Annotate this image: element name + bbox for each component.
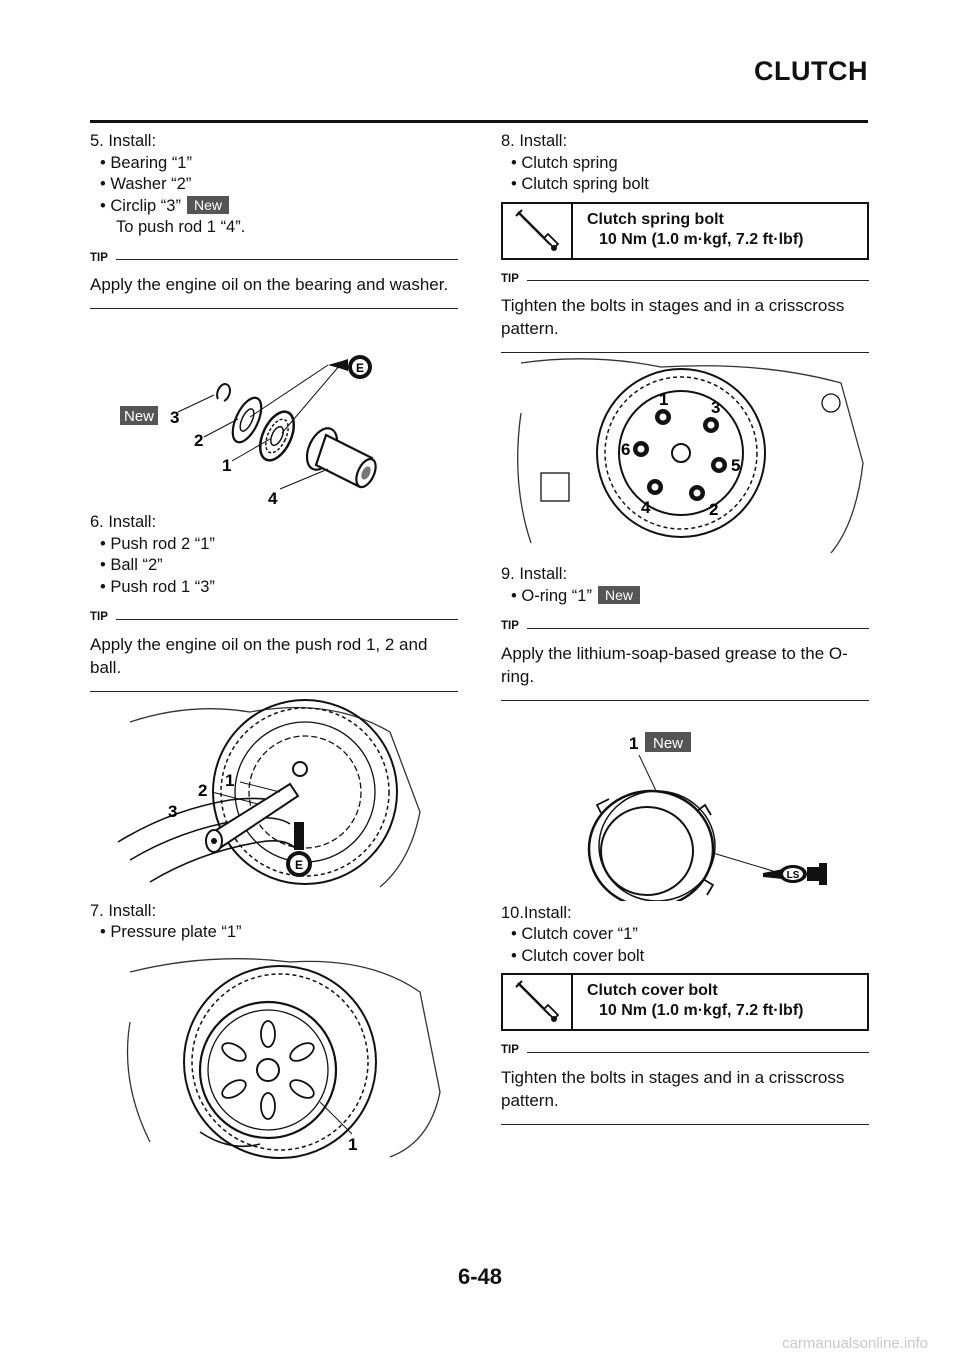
bullet-item: • Clutch spring (511, 153, 618, 172)
bullet-item: • Clutch cover “1” (511, 925, 638, 943)
new-part-badge: New (187, 196, 229, 214)
step-heading: 5. Install: (90, 132, 157, 150)
tip-header: TIP (501, 616, 869, 638)
tip-text: Apply the engine oil on the push rod 1, 2 and ball. (90, 634, 428, 677)
spec-name: Clutch cover bolt (587, 982, 718, 999)
bolt-order-3: 3 (711, 398, 721, 417)
pressure-plate-figure (90, 952, 458, 1162)
callout-3: 3 (170, 408, 180, 427)
bullet-text: • O-ring “1” (511, 586, 592, 605)
tip-text: Apply the lithium-soap-based grease to the O-ring. (501, 643, 848, 686)
bullet-item: • Push rod 2 “1” (100, 534, 215, 553)
page-number: 6-48 (457, 1264, 503, 1289)
step-heading: 6. Install: (90, 513, 157, 531)
step-6 (90, 512, 458, 897)
bullet-item: • Ball “2” (100, 556, 163, 574)
callout-2: 2 (198, 780, 208, 800)
spec-value: 10 Nm (1.0 m·kgf, 7.2 ft·lbf) (599, 1002, 804, 1019)
push-rod-shape (210, 784, 298, 848)
bullet-item: • Clutch spring bolt (511, 175, 649, 193)
step-7 (90, 901, 458, 1162)
new-part-badge: New (598, 586, 640, 604)
bullet-item (511, 586, 869, 608)
step-heading: 10.Install: (501, 903, 572, 922)
new-label: New (652, 734, 684, 752)
push-rod-ball-figure (90, 692, 458, 897)
header-rule (90, 120, 868, 123)
bullet-item: • Washer “2” (100, 175, 192, 193)
step-10 (501, 903, 869, 1125)
step-5 (90, 131, 458, 504)
clutch-cover-shape (589, 791, 715, 901)
o-ring-figure (501, 701, 869, 901)
torque-spec-box (501, 202, 869, 260)
callout-3: 3 (168, 801, 178, 821)
callout-4: 4 (268, 489, 278, 504)
oil-mark: E (355, 361, 365, 375)
callout-1: 1 (348, 1134, 358, 1154)
tip-header: TIP (501, 1040, 869, 1062)
tip-text: Apply the engine oil on the bearing and washer. (90, 275, 449, 294)
tip-text: Tighten the bolts in stages and in a crisscross pattern. (501, 296, 845, 338)
torque-wrench-icon (503, 204, 573, 258)
bullet-item: • Push rod 1 “3” (100, 577, 215, 596)
bolt-order-2: 2 (709, 500, 719, 519)
page-title: CLUTCH (754, 56, 868, 86)
grease-mark: LS (786, 869, 800, 881)
bolt-order-4: 4 (641, 498, 651, 517)
right-column (501, 131, 869, 1125)
tip-text: Tighten the bolts in stages and in a crisscross pattern. (501, 1067, 845, 1110)
grease-gun-icon (763, 863, 827, 885)
tip-header: TIP (90, 607, 458, 629)
torque-spec-box (501, 973, 869, 1031)
bolt-order-5: 5 (731, 456, 741, 475)
bullet-item: • Clutch cover bolt (511, 946, 645, 965)
step-heading: 8. Install: (501, 132, 568, 150)
tip-end-rule (501, 1124, 869, 1125)
bullet-item: • Bearing “1” (100, 153, 192, 172)
bolt-order-6: 6 (621, 440, 631, 459)
tip-header: TIP (90, 248, 458, 270)
callout-1: 1 (225, 770, 235, 790)
callout-1: 1 (629, 733, 639, 753)
oil-can-icon (328, 359, 348, 371)
torque-wrench-icon (503, 975, 573, 1029)
callout-1: 1 (222, 456, 232, 475)
watermark-text: carmanualsonline.info (782, 1335, 928, 1352)
bearing-washer-circlip-figure (90, 309, 458, 504)
bolt-order-1: 1 (659, 390, 669, 409)
spec-name: Clutch spring bolt (587, 210, 724, 228)
step-8 (501, 131, 869, 558)
new-label: New (123, 408, 155, 425)
left-column (90, 131, 458, 1162)
step-9 (501, 564, 869, 901)
callout-2: 2 (194, 431, 204, 450)
bullet-item: • Pressure plate “1” (100, 923, 242, 941)
bullet-item (100, 196, 458, 218)
clutch-spring-bolts-figure (501, 353, 869, 558)
bullet-text: • Circlip “3” (100, 196, 181, 215)
oil-mark: E (294, 857, 304, 872)
step-heading: 7. Install: (90, 901, 157, 920)
step-subtext: To push rod 1 “4”. (116, 218, 246, 236)
step-heading: 9. Install: (501, 565, 568, 583)
spec-value: 10 Nm (1.0 m·kgf, 7.2 ft·lbf) (599, 230, 804, 248)
circlip-shape (217, 384, 230, 401)
tip-header: TIP (501, 269, 869, 291)
